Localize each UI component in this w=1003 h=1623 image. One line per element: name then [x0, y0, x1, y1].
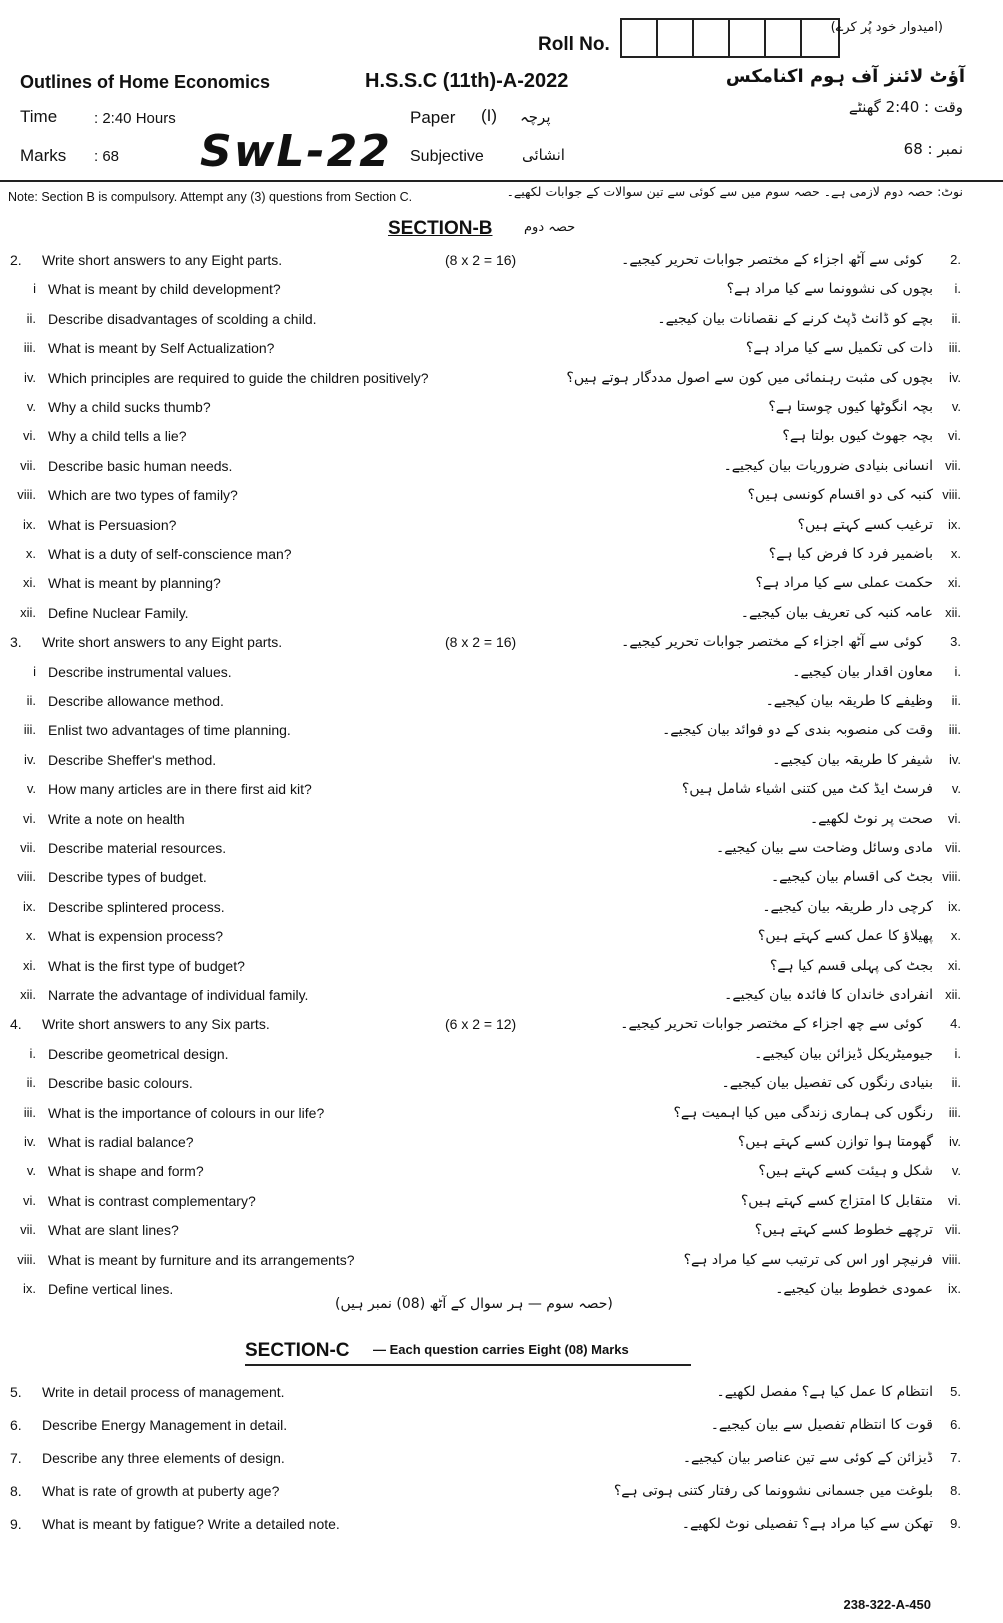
part-text: Which principles are required to guide the children positively? — [48, 369, 429, 386]
list-item — [0, 311, 1003, 341]
part-text: Describe basic human needs. — [48, 457, 233, 474]
part-number-urdu: vi. — [948, 428, 961, 444]
part-text: What is contrast complementary? — [48, 1192, 256, 1209]
part-text: What is the importance of colours in our life? — [48, 1104, 325, 1121]
part-text: What is meant by Self Actualization? — [48, 340, 275, 357]
list-item — [0, 752, 1003, 782]
part-number: vi. — [23, 1192, 36, 1208]
part-text: Describe material resources. — [48, 840, 227, 856]
time-value: : 2:40 Hours — [94, 110, 176, 127]
part-text: Why a child sucks thumb? — [48, 399, 211, 415]
part-text: Describe disadvantages of scolding a child. — [48, 310, 317, 327]
list-item — [0, 340, 1003, 370]
part-number: x. — [25, 546, 36, 561]
marks-label: Marks — [20, 146, 67, 165]
part-number-urdu: xii. — [945, 987, 961, 1002]
part-text: Enlist two advantages of time planning. — [48, 722, 291, 739]
roll-no-box[interactable] — [656, 18, 694, 58]
question-heading — [0, 252, 1003, 282]
part-text-urdu: حکمت عملی سے کیا مراد ہے؟ — [755, 575, 933, 592]
part-number: ix. — [23, 898, 36, 914]
question-number-urdu: 7. — [950, 1450, 961, 1465]
question-text-urdu: قوت کا انتظام تفصیل سے بیان کیجیے۔ — [710, 1417, 933, 1433]
part-text-urdu: بچوں کی مثبت رہنمائی میں کون سے اصول مددگار ہوتے ہیں؟ — [566, 369, 933, 386]
part-text-urdu: عمودی خطوط بیان کیجیے۔ — [775, 1281, 933, 1297]
question-text-urdu: انتظام کا عمل کیا ہے؟ مفصل لکھیے۔ — [716, 1384, 933, 1400]
paper-urdu: پرچہ — [520, 108, 551, 126]
section-c-subtitle: — Each question carries Eight (08) Marks — [373, 1342, 629, 1357]
question-number: 9. — [10, 1516, 22, 1532]
exam-title: H.S.S.C (11th)-A-2022 — [365, 70, 569, 92]
part-text-urdu: ترغیب کسے کہتے ہیں؟ — [797, 516, 933, 533]
part-number-urdu: ii. — [951, 1075, 961, 1091]
question-number: 8. — [10, 1483, 22, 1499]
part-number-urdu: iv. — [948, 369, 961, 385]
list-item — [0, 958, 1003, 988]
list-item — [0, 1163, 1003, 1193]
part-number-urdu: ii. — [951, 693, 961, 708]
question-number: 4. — [10, 1016, 22, 1033]
part-text: Describe geometrical design. — [48, 1045, 229, 1062]
part-text-urdu: شیفر کا طریقہ بیان کیجیے۔ — [772, 751, 933, 768]
part-number-urdu: xii. — [945, 604, 961, 620]
list-item — [0, 1450, 1003, 1480]
question-number: 6. — [10, 1417, 22, 1433]
part-text-urdu: معاون اقدار بیان کیجیے۔ — [792, 663, 933, 680]
part-number: vii. — [20, 840, 36, 855]
part-text-urdu: جیومیٹریکل ڈیزائن بیان کیجیے۔ — [754, 1045, 933, 1062]
part-number-urdu: vi. — [948, 810, 961, 826]
question-number: 7. — [10, 1450, 22, 1466]
subjective-label: Subjective — [410, 148, 484, 165]
time-urdu: وقت : 2:40 گھنٹے — [848, 98, 963, 116]
part-text: Describe allowance method. — [48, 693, 224, 709]
part-text-urdu: بجٹ کی پہلی قسم کیا ہے؟ — [769, 957, 933, 974]
part-text-urdu: بنیادی رنگوں کی تفصیل بیان کیجیے۔ — [721, 1075, 933, 1092]
part-text-urdu: متقابل کا امتزاج کسے کہتے ہیں؟ — [740, 1192, 933, 1209]
part-number-urdu: iv. — [948, 751, 961, 767]
part-number-urdu: ix. — [948, 516, 961, 532]
list-item — [0, 428, 1003, 458]
question-prompt-urdu: کوئی سے آٹھ اجزاء کے مختصر جوابات تحریر کیجیے۔ — [621, 634, 923, 651]
part-text-urdu: صحت پر نوٹ لکھیے۔ — [809, 810, 933, 827]
note-urdu: نوٹ: حصہ دوم لازمی ہے۔ حصہ سوم میں سے کوئی سے تین سوالات کے جوابات لکھیے۔ — [506, 184, 963, 199]
part-text: Write a note on health — [48, 810, 185, 827]
note-english: Note: Section B is compulsory. Attempt any (3) questions from Section C. — [8, 190, 413, 204]
list-item — [0, 928, 1003, 958]
part-number: ix. — [23, 516, 36, 532]
part-number: ii. — [26, 693, 36, 708]
list-item — [0, 1516, 1003, 1546]
part-text: How many articles are in there first aid kit? — [48, 781, 312, 798]
question-number: 3. — [10, 634, 22, 651]
roll-no-box[interactable] — [692, 18, 730, 58]
part-text-urdu: مادی وسائل وضاحت سے بیان کیجیے۔ — [716, 840, 933, 856]
part-text: Define vertical lines. — [48, 1281, 174, 1297]
part-number-urdu: iv. — [948, 1134, 961, 1149]
part-number-urdu: viii. — [942, 487, 961, 503]
part-number-urdu: vii. — [945, 1222, 961, 1238]
part-number: xi. — [23, 957, 36, 973]
part-number-urdu: vii. — [945, 840, 961, 855]
part-text: Describe instrumental values. — [48, 663, 232, 680]
part-text-urdu: بجٹ کی اقسام بیان کیجیے۔ — [770, 869, 933, 886]
list-item — [0, 1105, 1003, 1135]
part-number-urdu: iii. — [948, 722, 961, 738]
part-number: v. — [26, 399, 36, 414]
part-number-urdu: vi. — [948, 1192, 961, 1208]
part-number-urdu: ix. — [948, 898, 961, 914]
question-marks: (8 x 2 = 16) — [445, 634, 517, 651]
footer-code: 238-322-A-450 — [843, 1597, 931, 1612]
part-text-urdu: بچہ انگوٹھا کیوں چوستا ہے؟ — [768, 399, 933, 415]
list-item — [0, 693, 1003, 723]
handwritten-code: SwL-22 — [200, 126, 392, 177]
part-number: ii. — [26, 1075, 36, 1091]
part-number-urdu: viii. — [942, 869, 961, 885]
question-prompt-urdu: کوئی سے چھ اجزاء کے مختصر جوابات تحریر کیجیے۔ — [620, 1016, 923, 1033]
list-item — [0, 1483, 1003, 1513]
part-text: What is the first type of budget? — [48, 957, 245, 974]
part-text: What is radial balance? — [48, 1134, 194, 1150]
subjective-urdu: انشائی — [522, 146, 565, 164]
part-text: Describe splintered process. — [48, 898, 225, 915]
part-number-urdu: ii. — [951, 310, 961, 326]
list-item — [0, 987, 1003, 1017]
question-text: Describe any three elements of design. — [42, 1450, 285, 1466]
part-number: v. — [26, 781, 36, 797]
list-item — [0, 899, 1003, 929]
part-text-urdu: ترچھے خطوط کسے کہتے ہیں؟ — [754, 1222, 933, 1239]
part-number: iv. — [23, 369, 36, 385]
part-text-urdu: انفرادی خاندان کا فائدہ بیان کیجیے۔ — [724, 987, 933, 1003]
part-number-urdu: iii. — [948, 1104, 961, 1120]
list-item — [0, 664, 1003, 694]
part-text: What is expension process? — [48, 928, 224, 945]
part-text: Describe types of budget. — [48, 869, 207, 886]
question-number-urdu: 5. — [950, 1384, 961, 1399]
part-text-urdu: کرچی دار طریقہ بیان کیجیے۔ — [762, 898, 933, 915]
part-number-urdu: xi. — [948, 575, 961, 591]
list-item — [0, 1046, 1003, 1076]
part-number: xi. — [23, 575, 36, 591]
question-number-urdu: 4. — [950, 1016, 961, 1032]
part-number: ii. — [26, 310, 36, 326]
part-number: i — [33, 281, 36, 297]
list-item — [0, 399, 1003, 429]
part-number-urdu: x. — [950, 546, 961, 561]
section-c-title-urdu: (حصہ سوم — ہر سوال کے آٹھ (08) نمبر ہیں) — [335, 1296, 613, 1312]
roll-no-box[interactable] — [764, 18, 802, 58]
list-item — [0, 370, 1003, 400]
list-item — [0, 869, 1003, 899]
part-text-urdu: پھیلاؤ کا عمل کسے کہتے ہیں؟ — [757, 928, 933, 945]
paper-value: (I) — [481, 106, 498, 125]
part-number: x. — [25, 928, 36, 944]
question-heading — [0, 1016, 1003, 1046]
part-number: vi. — [23, 810, 36, 826]
question-number: 2. — [10, 252, 22, 268]
part-number-urdu: v. — [951, 781, 961, 797]
roll-no-box[interactable] — [728, 18, 766, 58]
question-marks: (8 x 2 = 16) — [445, 252, 517, 268]
subject-title: Outlines of Home Economics — [20, 72, 271, 92]
part-number-urdu: i. — [954, 281, 961, 297]
part-text-urdu: بچوں کی نشوونما سے کیا مراد ہے؟ — [726, 281, 933, 298]
part-number: xii. — [20, 604, 36, 620]
list-item — [0, 281, 1003, 311]
list-item — [0, 1222, 1003, 1252]
question-prompt: Write short answers to any Six parts. — [42, 1016, 270, 1033]
subject-title-urdu: آؤٹ لائنز آف ہوم اکنامکس — [725, 66, 965, 87]
question-number-urdu: 3. — [950, 634, 961, 650]
list-item — [0, 1075, 1003, 1105]
part-number-urdu: iii. — [948, 340, 961, 356]
part-text-urdu: کنبہ کی دو اقسام کونسی ہیں؟ — [747, 487, 933, 504]
part-number: iii. — [23, 722, 36, 738]
list-item — [0, 1193, 1003, 1223]
part-number: viii. — [17, 487, 36, 503]
section-c-title: SECTION-C — [245, 1340, 350, 1361]
part-text-urdu: بچے کو ڈانٹ ڈپٹ کرنے کے نقصانات بیان کیجیے۔ — [657, 310, 933, 327]
question-heading — [0, 634, 1003, 664]
list-item — [0, 840, 1003, 870]
question-number-urdu: 8. — [950, 1483, 961, 1498]
part-text: What is a duty of self-conscience man? — [48, 546, 292, 562]
question-text: Write in detail process of management. — [42, 1384, 285, 1400]
list-item — [0, 458, 1003, 488]
part-number-urdu: v. — [951, 399, 961, 414]
part-text-urdu: عامہ کنبہ کی تعریف بیان کیجیے۔ — [740, 604, 933, 621]
part-number: viii. — [17, 1251, 36, 1267]
question-number-urdu: 2. — [950, 252, 961, 267]
part-text: What is meant by furniture and its arrangements? — [48, 1251, 355, 1268]
part-number: iv. — [23, 751, 36, 767]
part-number: i. — [29, 1045, 36, 1061]
part-text-urdu: رنگوں کی ہماری زندگی میں کیا اہمیت ہے؟ — [673, 1104, 933, 1121]
part-text: Define Nuclear Family. — [48, 604, 189, 621]
part-number-urdu: v. — [951, 1163, 961, 1179]
list-item — [0, 487, 1003, 517]
part-text: What is meant by child development? — [48, 281, 281, 298]
question-text: Describe Energy Management in detail. — [42, 1417, 288, 1433]
part-number-urdu: xi. — [948, 957, 961, 973]
part-number-urdu: vii. — [945, 457, 961, 473]
part-text-urdu: باضمیر فرد کا فرض کیا ہے؟ — [768, 546, 933, 562]
question-text: What is rate of growth at puberty age? — [42, 1483, 280, 1499]
part-number: iii. — [23, 340, 36, 356]
roll-no-box[interactable] — [620, 18, 658, 58]
list-item — [0, 811, 1003, 841]
question-text-urdu: بلوغت میں جسمانی نشوونما کی رفتار کتنی ہوتی ہے؟ — [613, 1483, 933, 1499]
list-item — [0, 781, 1003, 811]
part-number-urdu: viii. — [942, 1251, 961, 1267]
question-text-urdu: تھکن سے کیا مراد ہے؟ تفصیلی نوٹ لکھیے۔ — [681, 1516, 933, 1532]
part-number-urdu: x. — [950, 928, 961, 944]
part-text-urdu: شکل و ہیئت کسے کہتے ہیں؟ — [758, 1163, 933, 1180]
list-item — [0, 1417, 1003, 1447]
part-number: ix. — [23, 1281, 36, 1296]
part-text: Which are two types of family? — [48, 487, 238, 504]
question-marks: (6 x 2 = 12) — [445, 1016, 517, 1033]
part-number: vi. — [23, 428, 36, 444]
question-text: What is meant by fatigue? Write a detailed note. — [42, 1516, 340, 1532]
part-text: What is shape and form? — [48, 1163, 204, 1180]
list-item — [0, 1252, 1003, 1282]
part-number: iii. — [23, 1104, 36, 1120]
part-text: Narrate the advantage of individual family. — [48, 987, 309, 1003]
part-text-urdu: وظیفے کا طریقہ بیان کیجیے۔ — [765, 693, 933, 709]
part-text-urdu: فرنیچر اور اس کی ترتیب سے کیا مراد ہے؟ — [683, 1251, 933, 1268]
part-number: i — [33, 663, 36, 679]
marks-urdu: نمبر : 68 — [903, 140, 963, 158]
paper-label: Paper — [410, 108, 456, 127]
time-label: Time — [20, 107, 58, 126]
list-item — [0, 517, 1003, 547]
question-text-urdu: ڈیزائن کے کوئی سے تین عناصر بیان کیجیے۔ — [682, 1450, 933, 1466]
part-number: v. — [26, 1163, 36, 1179]
section-b-title-urdu: حصہ دوم — [524, 220, 576, 235]
question-number-urdu: 9. — [950, 1516, 961, 1531]
part-number: vii. — [20, 457, 36, 473]
part-number-urdu: i. — [954, 663, 961, 679]
part-number: xii. — [20, 987, 36, 1002]
part-text: Describe basic colours. — [48, 1075, 193, 1092]
part-text: What are slant lines? — [48, 1222, 179, 1239]
part-text: What is Persuasion? — [48, 516, 177, 533]
list-item — [0, 722, 1003, 752]
part-text-urdu: وقت کی منصوبہ بندی کے دو فوائد بیان کیجیے۔ — [662, 722, 933, 739]
list-item — [0, 1384, 1003, 1414]
header-divider — [0, 180, 1003, 182]
part-text-urdu: فرسٹ ایڈ کٹ میں کتنی اشیاء شامل ہیں؟ — [681, 781, 933, 798]
part-number: viii. — [17, 869, 36, 885]
part-number: vii. — [20, 1222, 36, 1238]
part-text-urdu: انسانی بنیادی ضروریات بیان کیجیے۔ — [723, 457, 933, 474]
part-text-urdu: بچہ جھوٹ کیوں بولتا ہے؟ — [782, 428, 933, 445]
section-c-underline — [245, 1364, 691, 1366]
roll-no-label: Roll No. — [538, 34, 610, 55]
section-b-title: SECTION-B — [388, 218, 493, 239]
part-text: Describe Sheffer's method. — [48, 751, 217, 768]
marks-value: : 68 — [94, 148, 120, 165]
list-item — [0, 1134, 1003, 1164]
question-prompt-urdu: کوئی سے آٹھ اجزاء کے مختصر جوابات تحریر کیجیے۔ — [621, 252, 923, 268]
part-number: iv. — [23, 1134, 36, 1149]
part-text: What is meant by planning? — [48, 575, 221, 592]
question-prompt: Write short answers to any Eight parts. — [42, 634, 283, 651]
list-item — [0, 546, 1003, 576]
part-text-urdu: ذات کی تکمیل سے کیا مراد ہے؟ — [745, 340, 933, 357]
question-number: 5. — [10, 1384, 22, 1400]
roll-no-urdu: (امیدوار خود پُر کرے) — [830, 20, 943, 35]
list-item — [0, 575, 1003, 605]
part-number-urdu: ix. — [948, 1281, 961, 1296]
question-number-urdu: 6. — [950, 1417, 961, 1432]
part-text-urdu: گھومتا ہوا توازن کسے کہتے ہیں؟ — [737, 1134, 933, 1150]
part-number-urdu: i. — [954, 1045, 961, 1061]
part-text: Why a child tells a lie? — [48, 428, 187, 445]
list-item — [0, 605, 1003, 635]
question-prompt: Write short answers to any Eight parts. — [42, 252, 283, 268]
